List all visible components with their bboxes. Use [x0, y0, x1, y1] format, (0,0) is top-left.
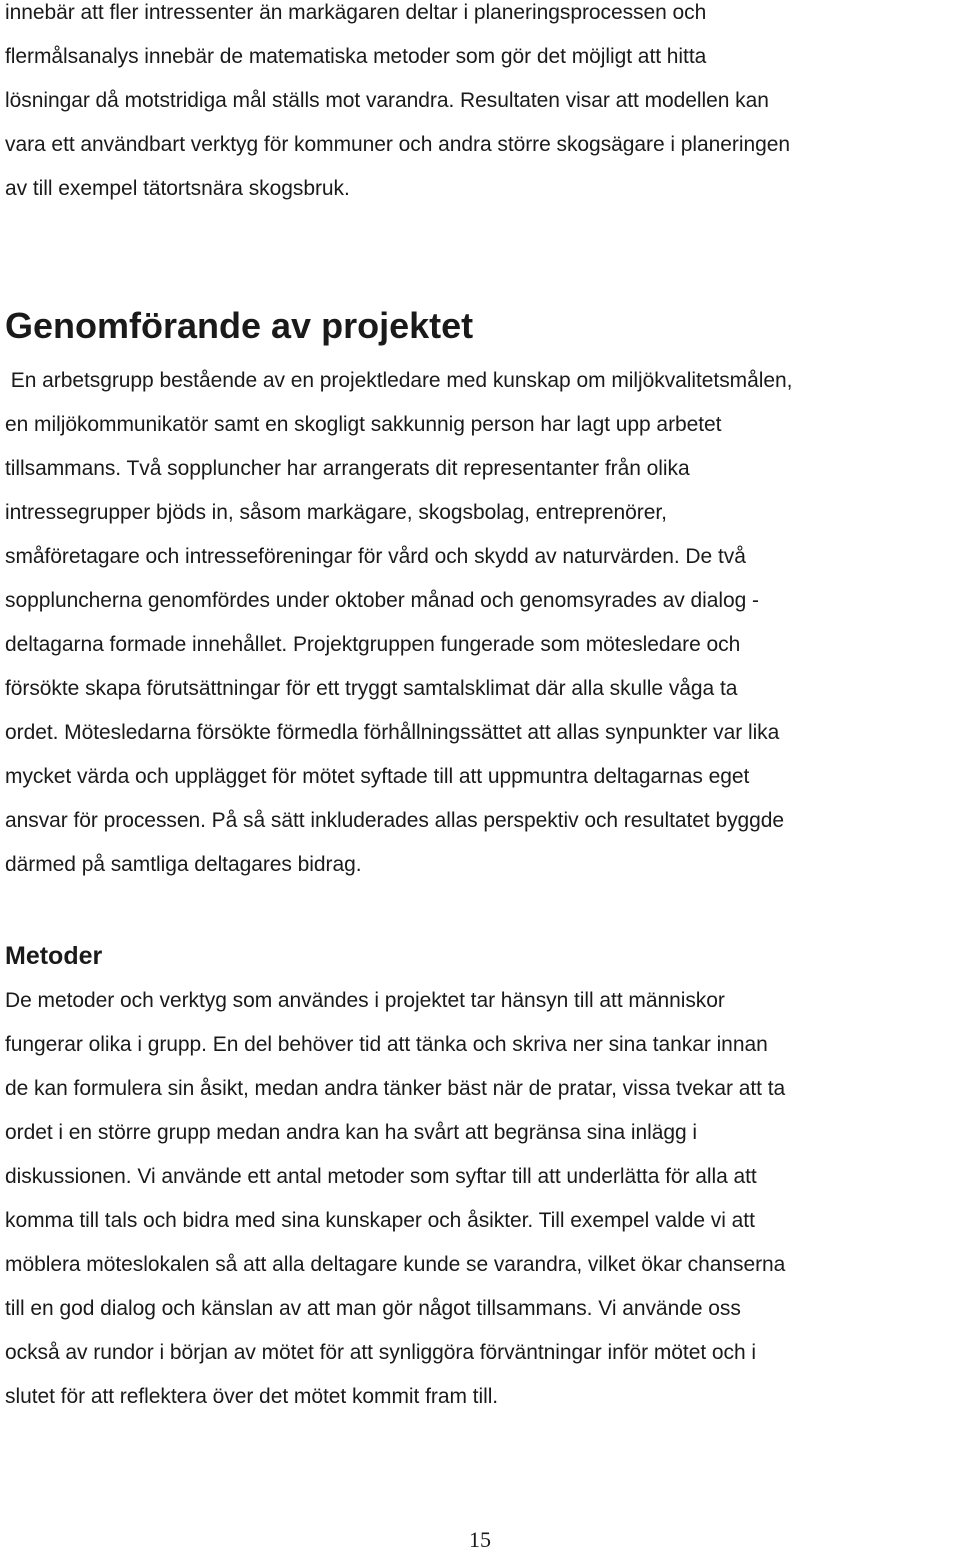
text-line: mycket värda och upplägget för mötet syftade till att uppmuntra deltagarnas eget: [5, 765, 750, 788]
text-line: av till exempel tätortsnära skogsbruk.: [5, 177, 350, 200]
text-line: flermålsanalys innebär de matematiska metoder som gör det möjligt att hitta: [5, 45, 707, 68]
text-line: småföretagare och intresseföreningar för vård och skydd av naturvärden. De två: [5, 545, 746, 568]
text-line: En arbetsgrupp bestående av en projektledare med kunskap om miljökvalitetsmålen,: [5, 369, 793, 392]
metoder-paragraph: [5, 979, 960, 1419]
text-line: ansvar för processen. På så sätt inkluderades allas perspektiv och resultatet byggde: [5, 809, 785, 832]
page-number: 15: [469, 1527, 491, 1552]
text-line: intressegrupper bjöds in, såsom markägare, skogsbolag, entreprenörer,: [5, 501, 667, 524]
section-heading-genomforande: Genomförande av projektet: [5, 305, 474, 346]
text-line: slutet för att reflektera över det mötet kommit fram till.: [5, 1385, 499, 1408]
section-heading-metoder: Metoder: [5, 942, 103, 970]
text-line: till en god dialog och känslan av att man gör något tillsammans. Vi använde oss: [5, 1297, 741, 1320]
text-line: soppluncherna genomfördes under oktober månad och genomsyrades av dialog -: [5, 589, 759, 612]
genomforande-paragraph: [5, 359, 960, 887]
intro-paragraph: [5, 0, 960, 211]
text-line: också av rundor i början av mötet för att synliggöra förväntningar inför mötet och i: [5, 1341, 757, 1364]
text-line: tillsammans. Två soppluncher har arrangerats dit representanter från olika: [5, 457, 690, 480]
text-line: möblera möteslokalen så att alla deltagare kunde se varandra, vilket ökar chanserna: [5, 1253, 786, 1276]
text-line: lösningar då motstridiga mål ställs mot varandra. Resultaten visar att modellen kan: [5, 89, 769, 112]
text-line: därmed på samtliga deltagares bidrag.: [5, 853, 362, 876]
text-line: en miljökommunikatör samt en skogligt sakkunnig person har lagt upp arbetet: [5, 413, 722, 436]
text-line: ordet i en större grupp medan andra kan ha svårt att begränsa sina inlägg i: [5, 1121, 698, 1144]
text-line: de kan formulera sin åsikt, medan andra tänker bäst när de pratar, vissa tvekar att ta: [5, 1077, 786, 1100]
text-line: diskussionen. Vi använde ett antal metoder som syftar till att underlätta för alla att: [5, 1165, 757, 1188]
text-line: försökte skapa förutsättningar för ett tryggt samtalsklimat där alla skulle våga ta: [5, 677, 738, 700]
text-line: ordet. Mötesledarna försökte förmedla förhållningssättet att allas synpunkter var lika: [5, 721, 780, 744]
text-line: deltagarna formade innehållet. Projektgruppen fungerade som mötesledare och: [5, 633, 741, 656]
text-line: vara ett användbart verktyg för kommuner och andra större skogsägare i planeringen: [5, 133, 790, 156]
text-line: komma till tals och bidra med sina kunskaper och åsikter. Till exempel valde vi att: [5, 1209, 755, 1232]
text-line: fungerar olika i grupp. En del behöver tid att tänka och skriva ner sina tankar innan: [5, 1033, 768, 1056]
text-line: innebär att fler intressenter än markägaren deltar i planeringsprocessen och: [5, 1, 707, 24]
text-line: De metoder och verktyg som användes i projektet tar hänsyn till att människor: [5, 989, 725, 1012]
